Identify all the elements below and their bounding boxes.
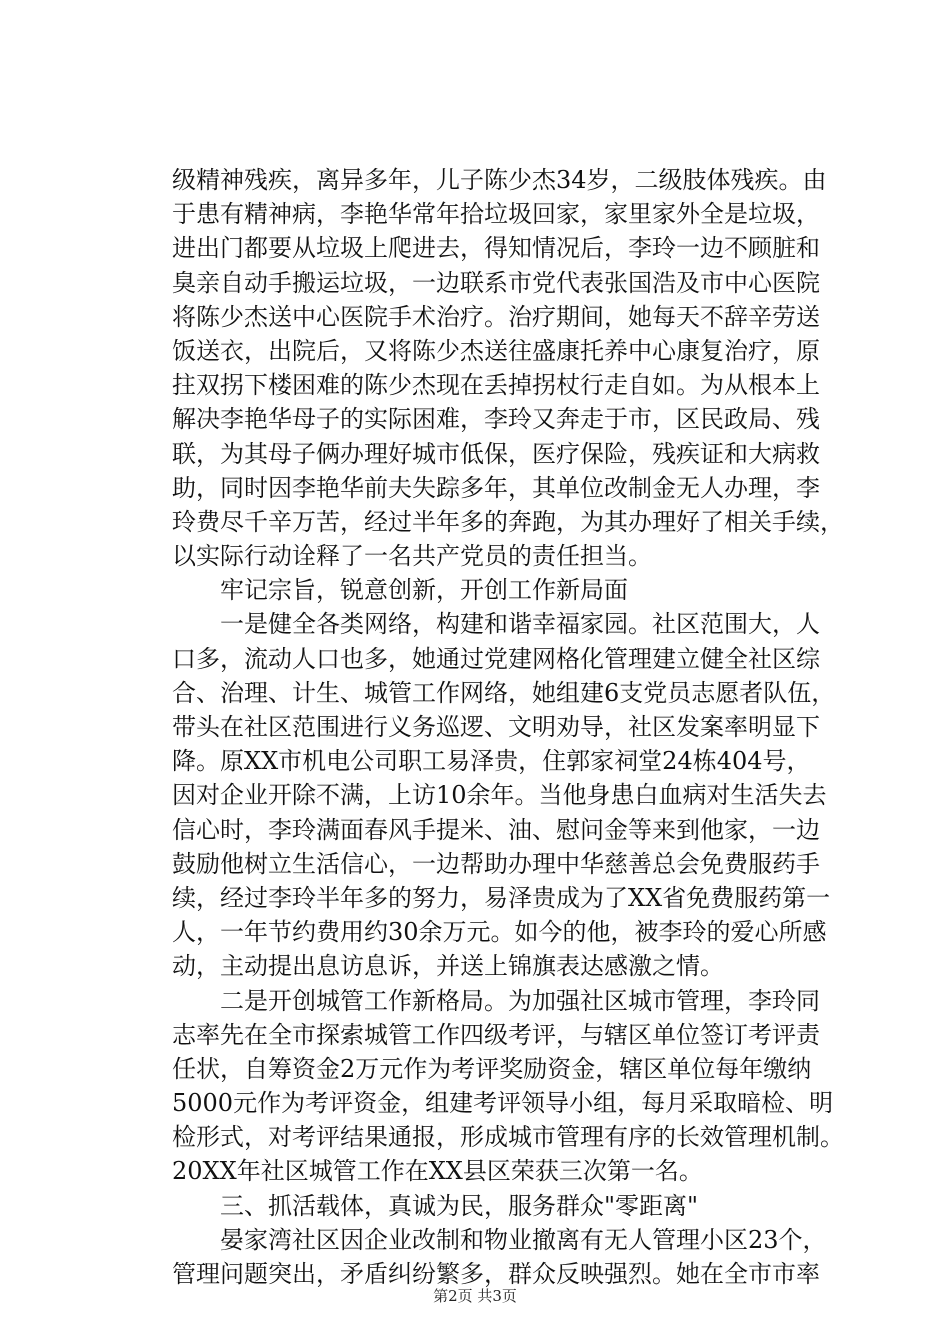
- text-line: 5000元作为考评资金，组建考评领导小组，每月采取暗检、明: [172, 1089, 834, 1118]
- text-line: 于患有精神病，李艳华常年拾垃圾回家，家里家外全是垃圾，: [172, 200, 820, 229]
- text-line: 口多，流动人口也多，她通过党建网格化管理建立健全社区综: [172, 644, 820, 673]
- text-line: 动，主动提出息访息诉，并送上锦旗表达感激之情。: [172, 952, 724, 981]
- text-line: 以实际行动诠释了一名共产党员的责任担当。: [172, 542, 652, 571]
- text-line: 任状，自筹资金2万元作为考评奖励资金，辖区单位每年缴纳: [172, 1054, 812, 1083]
- text-line: 信心时，李玲满面春风手提米、油、慰问金等来到他家，一边: [172, 815, 820, 844]
- section-heading: 三、抓活载体，真诚为民，服务群众"零距离": [172, 1191, 699, 1220]
- text-line: 人，一年节约费用约30余万元。如今的他，被李玲的爱心所感: [172, 918, 827, 947]
- text-line: 因对企业开除不满，上访10余年。当他身患白血病对生活失去: [172, 781, 827, 810]
- text-line: 鼓励他树立生活信心，一边帮助办理中华慈善总会免费服药手: [172, 849, 820, 878]
- text-line: 检形式，对考评结果通报，形成城市管理有序的长效管理机制。: [172, 1123, 844, 1152]
- text-line: 拄双拐下楼困难的陈少杰现在丢掉拐杖行走自如。为从根本上: [172, 371, 820, 400]
- text-line: 进出门都要从垃圾上爬进去，得知情况后，李玲一边不顾脏和: [172, 234, 820, 263]
- text-line: 志率先在全市探索城管工作四级考评，与辖区单位签订考评责: [172, 1020, 820, 1049]
- text-line: 续，经过李玲半年多的努力，易泽贵成为了XX省免费服药第一: [172, 883, 831, 912]
- text-line: 饭送衣，出院后，又将陈少杰送往盛康托养中心康复治疗，原: [172, 336, 820, 365]
- text-line: 降。原XX市机电公司职工易泽贵，住郭家祠堂24栋404号，: [172, 747, 811, 776]
- section-heading: 牢记宗旨，锐意创新，开创工作新局面: [172, 576, 628, 605]
- document-body: [172, 163, 844, 1291]
- text-line: 级精神残疾，离异多年，儿子陈少杰34岁，二级肢体残疾。由: [172, 166, 827, 194]
- text-line: 二是开创城管工作新格局。为加强社区城市管理，李玲同: [172, 986, 820, 1015]
- text-line: 臭亲自动手搬运垃圾，一边联系市党代表张国浩及市中心医院: [172, 268, 820, 297]
- text-line: 20XX年社区城管工作在XX县区荣获三次第一名。: [172, 1157, 703, 1186]
- text-line: 一是健全各类网络，构建和谐幸福家园。社区范围大，人: [172, 610, 820, 639]
- page-number-footer: 第2页 共3页: [433, 1287, 517, 1305]
- text-line: 解决李艳华母子的实际困难，李玲又奔走于市，区民政局、残: [172, 405, 820, 434]
- text-line: 管理问题突出，矛盾纠纷繁多，群众反映强烈。她在全市市率: [172, 1260, 820, 1288]
- text-line: 玲费尽千辛万苦，经过半年多的奔跑，为其办理好了相关手续，: [172, 507, 844, 536]
- text-line: 将陈少杰送中心医院手术治疗。治疗期间，她每天不辞辛劳送: [172, 302, 820, 331]
- text-line: 晏家湾社区因企业改制和物业撤离有无人管理小区23个，: [172, 1225, 827, 1254]
- text-line: 合、治理、计生、城管工作网络，她组建6支党员志愿者队伍，: [172, 678, 836, 707]
- text-line: 助，同时因李艳华前夫失踪多年，其单位改制金无人办理，李: [172, 473, 820, 502]
- text-line: 联，为其母子俩办理好城市低保，医疗保险，残疾证和大病救: [172, 439, 820, 468]
- text-line: 带头在社区范围进行义务巡逻、文明劝导，社区发案率明显下: [172, 713, 820, 741]
